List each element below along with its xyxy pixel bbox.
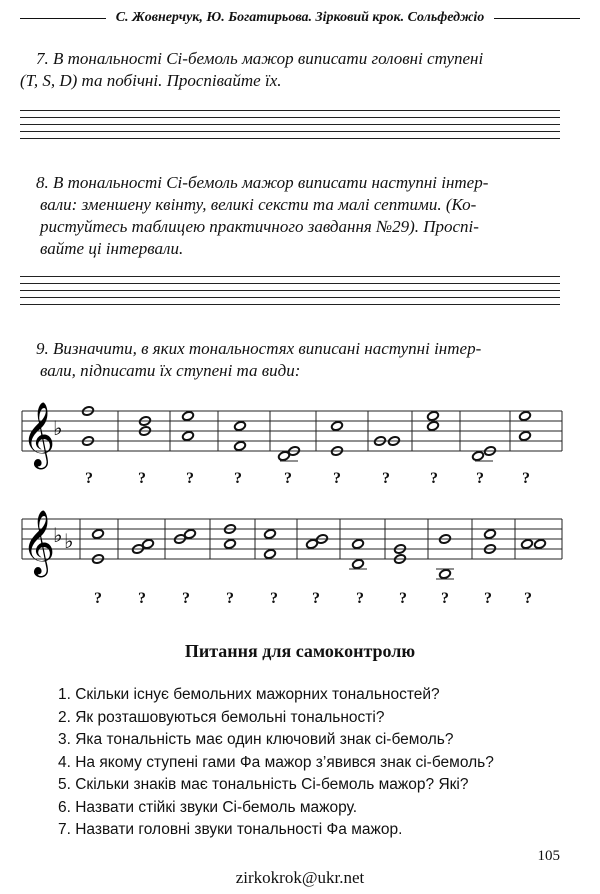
task-9-line-1: 9. Визначити, в яких тональностях виписані наступні інтер- xyxy=(36,339,482,358)
note-head xyxy=(234,421,247,432)
treble-clef-icon: 𝄞 xyxy=(22,510,56,575)
question-item: 5. Скільки знаків має тональність Сі-бемоль мажор? Які? xyxy=(58,776,469,793)
note-head xyxy=(264,529,277,540)
question-item: 7. Назвати головні звуки тональності Фа мажор. xyxy=(58,821,403,838)
task-9 xyxy=(20,338,560,382)
note-head xyxy=(184,529,197,540)
note-head xyxy=(264,549,277,560)
question-mark: ? xyxy=(85,470,93,487)
note-head xyxy=(521,539,534,550)
note-head xyxy=(439,569,452,580)
header-rule-right xyxy=(494,18,580,19)
note-head xyxy=(234,441,247,452)
question-mark: ? xyxy=(138,470,146,487)
question-item: 1. Скільки існує бемольних мажорних тональностей? xyxy=(58,686,440,703)
note-head xyxy=(224,539,237,550)
task-8-line-1: 8. В тональності Сі-бемоль мажор виписати наступні інтер- xyxy=(36,173,489,192)
task-8 xyxy=(20,172,560,260)
note-head xyxy=(427,411,440,422)
task-8-line-4: вайте ці інтервали. xyxy=(40,239,184,258)
question-mark: ? xyxy=(270,590,278,607)
task-9-line-2: вали, підписати їх ступені та види: xyxy=(40,361,301,380)
staff-2-lines xyxy=(22,519,562,559)
header-rule-left xyxy=(20,18,106,19)
question-mark: ? xyxy=(441,590,449,607)
note-head xyxy=(331,421,344,432)
note-head xyxy=(534,539,547,550)
note-head xyxy=(182,411,195,422)
question-mark: ? xyxy=(234,470,242,487)
flat-sign-icon: ♭ xyxy=(53,523,63,547)
task-8-line-3: ристуйтесь таблицею практичного завдання №29). Проспі- xyxy=(40,217,479,236)
note-head xyxy=(484,529,497,540)
question-mark: ? xyxy=(484,590,492,607)
page-number: 105 xyxy=(537,848,560,864)
running-header xyxy=(20,8,580,28)
note-head xyxy=(352,559,365,570)
note-head xyxy=(472,451,485,462)
flat-sign-icon: ♭ xyxy=(64,529,74,553)
question-mark: ? xyxy=(382,470,390,487)
question-item: 2. Як розташовуються бемольні тональності? xyxy=(58,708,385,726)
task-7-line-1: 7. В тональності Сі-бемоль мажор виписати головні ступені xyxy=(36,49,484,68)
question-mark: ? xyxy=(182,590,190,607)
task-8-line-2: вали: зменшену квінту, великі сексти та малі септими. (Ко- xyxy=(40,195,477,214)
header-text: С. Жовнерчук, Ю. Богатирьова. Зірковий крок. Сольфеджіо xyxy=(115,10,485,25)
music-staff-2 xyxy=(0,508,600,598)
note-head xyxy=(519,431,532,442)
question-mark: ? xyxy=(226,590,234,607)
question-mark: ? xyxy=(333,470,341,487)
staff-1-lines xyxy=(22,411,562,451)
task-7-line-2: (T, S, D) та побічні. Проспівайте їх. xyxy=(20,71,282,90)
question-mark: ? xyxy=(186,470,194,487)
question-mark: ? xyxy=(138,590,146,607)
treble-clef-icon: 𝄞 xyxy=(22,402,56,467)
note-head xyxy=(92,529,105,540)
question-marks-row-2 xyxy=(0,590,600,610)
note-head xyxy=(182,431,195,442)
section-title: Питання для самоконтролю xyxy=(184,641,416,661)
question-mark: ? xyxy=(430,470,438,487)
question-item: 6. Назвати стійкі звуки Сі-бемоль мажору. xyxy=(58,798,358,816)
task-7 xyxy=(20,48,560,92)
flat-sign-icon: ♭ xyxy=(53,416,63,440)
blank-staff-2 xyxy=(20,276,560,311)
questions-list xyxy=(58,684,494,842)
question-mark: ? xyxy=(356,590,364,607)
music-staff-1 xyxy=(0,400,600,480)
note-head xyxy=(519,411,532,422)
question-mark: ? xyxy=(284,470,292,487)
note-head xyxy=(142,539,155,550)
footer-email: zirkokrok@ukr.net xyxy=(235,868,365,887)
question-marks-row-1 xyxy=(0,470,600,490)
question-mark: ? xyxy=(312,590,320,607)
question-mark: ? xyxy=(399,590,407,607)
note-head xyxy=(352,539,365,550)
blank-staff-1 xyxy=(20,110,560,145)
question-mark: ? xyxy=(522,470,530,487)
note-head xyxy=(427,421,440,432)
question-mark: ? xyxy=(476,470,484,487)
question-mark: ? xyxy=(524,590,532,607)
question-item: 4. На якому ступені гами Фа мажор з’явився знак сі-бемоль? xyxy=(58,753,494,771)
question-mark: ? xyxy=(94,590,102,607)
question-item: 3. Яка тональність має один ключовий знак сі-бемоль? xyxy=(58,731,454,748)
